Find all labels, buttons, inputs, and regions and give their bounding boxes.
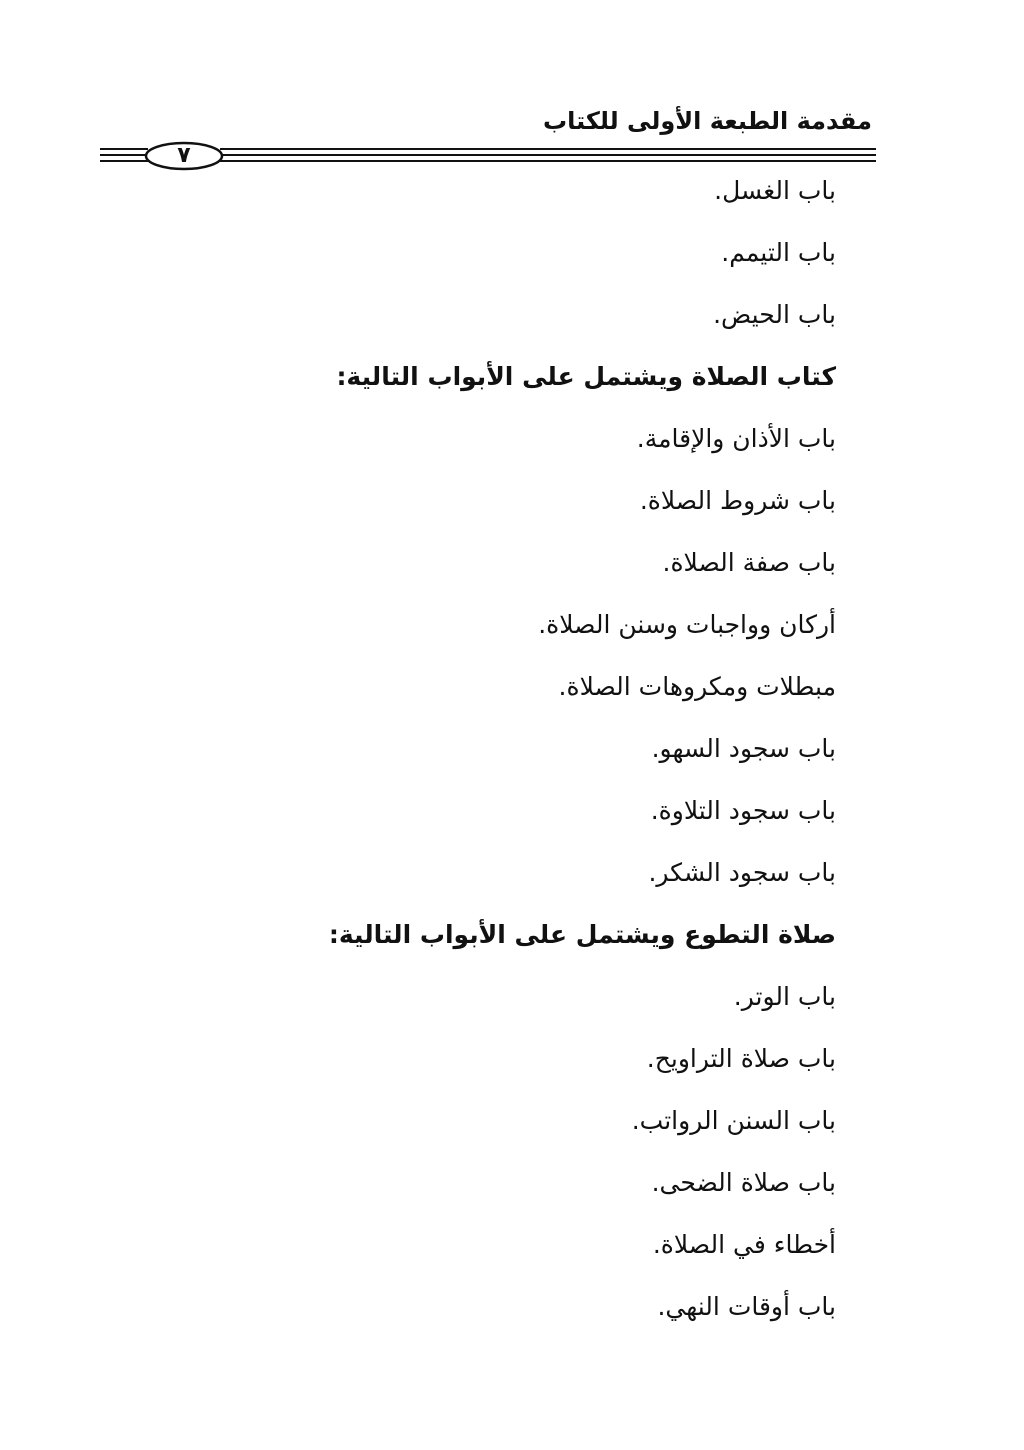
section-heading: صلاة التطوع ويشتمل على الأبواب التالية: bbox=[328, 920, 836, 949]
list-item: باب صلاة الضحى. bbox=[651, 1168, 836, 1197]
list-item: باب الحيض. bbox=[713, 300, 836, 329]
list-item: أخطاء في الصلاة. bbox=[652, 1230, 836, 1259]
page-number: ٧ bbox=[177, 143, 191, 168]
list-item: باب صلاة التراويح. bbox=[646, 1044, 836, 1073]
list-item: باب سجود السهو. bbox=[651, 734, 836, 763]
list-item: باب سجود التلاوة. bbox=[650, 796, 836, 825]
list-item: باب سجود الشكر. bbox=[648, 858, 836, 887]
running-title: مقدمة الطبعة الأولى للكتاب bbox=[543, 107, 872, 135]
list-item: باب شروط الصلاة. bbox=[639, 486, 836, 515]
list-item: باب السنن الرواتب. bbox=[631, 1106, 836, 1135]
table-of-contents-list bbox=[328, 160, 836, 1338]
list-item: باب الأذان والإقامة. bbox=[636, 424, 836, 453]
list-item: باب التيمم. bbox=[721, 238, 836, 267]
list-item: مبطلات ومكروهات الصلاة. bbox=[558, 672, 836, 701]
section-heading: كتاب الصلاة ويشتمل على الأبواب التالية: bbox=[336, 362, 836, 391]
list-item: أركان وواجبات وسنن الصلاة. bbox=[538, 610, 836, 639]
list-item: باب صفة الصلاة. bbox=[662, 548, 836, 577]
list-item: باب الوتر. bbox=[733, 982, 836, 1011]
list-item: باب الغسل. bbox=[714, 176, 836, 205]
list-item: باب أوقات النهي. bbox=[657, 1292, 836, 1321]
